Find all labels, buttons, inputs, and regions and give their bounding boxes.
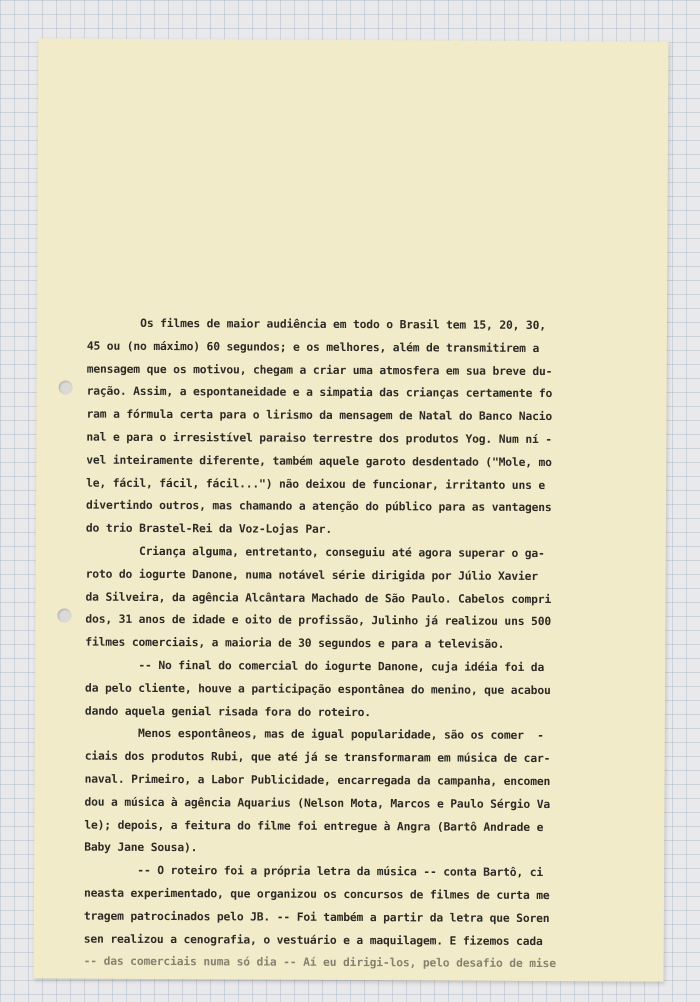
text-line: -- O roteiro foi a própria letra da música -- conta Bartô, ci bbox=[84, 863, 544, 880]
text-line: nal e para o irresistível paraiso terrestre dos produtos Yog. Num ní - bbox=[86, 430, 552, 447]
text-line: roto do iogurte Danone, numa notável série dirigida por Júlio Xavier bbox=[85, 567, 538, 583]
text-line: dos, 31 anos de idade e oito de profissão, Julinho já realizou uns 500 bbox=[85, 612, 552, 629]
text-line: le, fácil, fácil, fácil...") não deixou de funcionar, irritanto uns e bbox=[86, 476, 546, 492]
text-line: vel inteiramente diferente, também aquele garoto desdentado ("Mole, mo bbox=[86, 453, 552, 469]
text-line: do trio Brastel-Rei da Voz-Lojas Par. bbox=[85, 521, 333, 537]
text-line: dou a música à agência Aquarius (Nelson Mota, Marcos e Paulo Sérgio Va bbox=[84, 795, 551, 811]
text-line: ração. Assim, a espontaneidade e a simpatia das crianças certamente fo bbox=[86, 385, 553, 401]
text-line: ram a fórmula certa para o lirismo da mensagem de Natal do Banco Nacio bbox=[86, 407, 553, 424]
text-line-cut-off: -- das comerciais numa só dia -- Aí eu dirigi-los, pelo desafio de mise bbox=[83, 954, 556, 971]
text-line: Menos espontâneos, mas de igual popularidade, são os comer - bbox=[84, 726, 544, 743]
text-line: Baby Jane Sousa). bbox=[84, 840, 198, 855]
text-line: ciais dos produtos Rubi, que até já se transformaram em música de car- bbox=[84, 749, 551, 766]
text-line: le); depois, a feitura do filme foi entregue à Angra (Bartô Andrade e bbox=[84, 818, 544, 834]
text-line: Criança alguma, entretanto, conseguiu até agora superar o ga- bbox=[85, 544, 545, 560]
typewritten-page bbox=[34, 38, 669, 981]
text-line: Os filmes de maior audiência em todo o Brasil tem 15, 20, 30, bbox=[86, 316, 546, 333]
text-line: divertindo outros, mas chamando a atenção do público para as vantagens bbox=[85, 498, 552, 515]
text-line: filmes comerciais, a maioria de 30 segundos e para a televisão. bbox=[85, 635, 505, 651]
text-line: da pelo cliente, houve a participação espontânea do menino, que acabou bbox=[85, 681, 551, 697]
text-line: mensagem que os motivou, chegam a criar uma atmosfera em sua breve du- bbox=[86, 362, 553, 378]
text-line: dando aquela genial risada fora do roteiro. bbox=[84, 704, 371, 719]
typewritten-text bbox=[84, 313, 667, 977]
text-line: naval. Primeiro, a Labor Publicidade, encarregada da campanha, encomen bbox=[84, 772, 551, 788]
text-line: 45 ou (no máximo) 60 segundos; e os melhores, além de transmitirem a bbox=[86, 339, 540, 355]
text-line: -- No final do comercial do iogurte Danone, cuja idéia foi da bbox=[85, 658, 545, 674]
text-line: tragem patrocinados pelo JB. -- Foi também a partir da letra que Soren bbox=[83, 909, 550, 925]
text-line: da Silveira, da agência Alcântara Machado de São Paulo. Cabelos compri bbox=[85, 590, 552, 606]
punch-hole-top bbox=[59, 380, 73, 394]
text-line: neasta experimentado, que organizou os concursos de filmes de curta me bbox=[83, 886, 550, 902]
punch-hole-bottom bbox=[57, 608, 71, 622]
text-line: sen realizou a cenografia, o vestuário e a maquilagem. E fizemos cada bbox=[83, 932, 543, 948]
